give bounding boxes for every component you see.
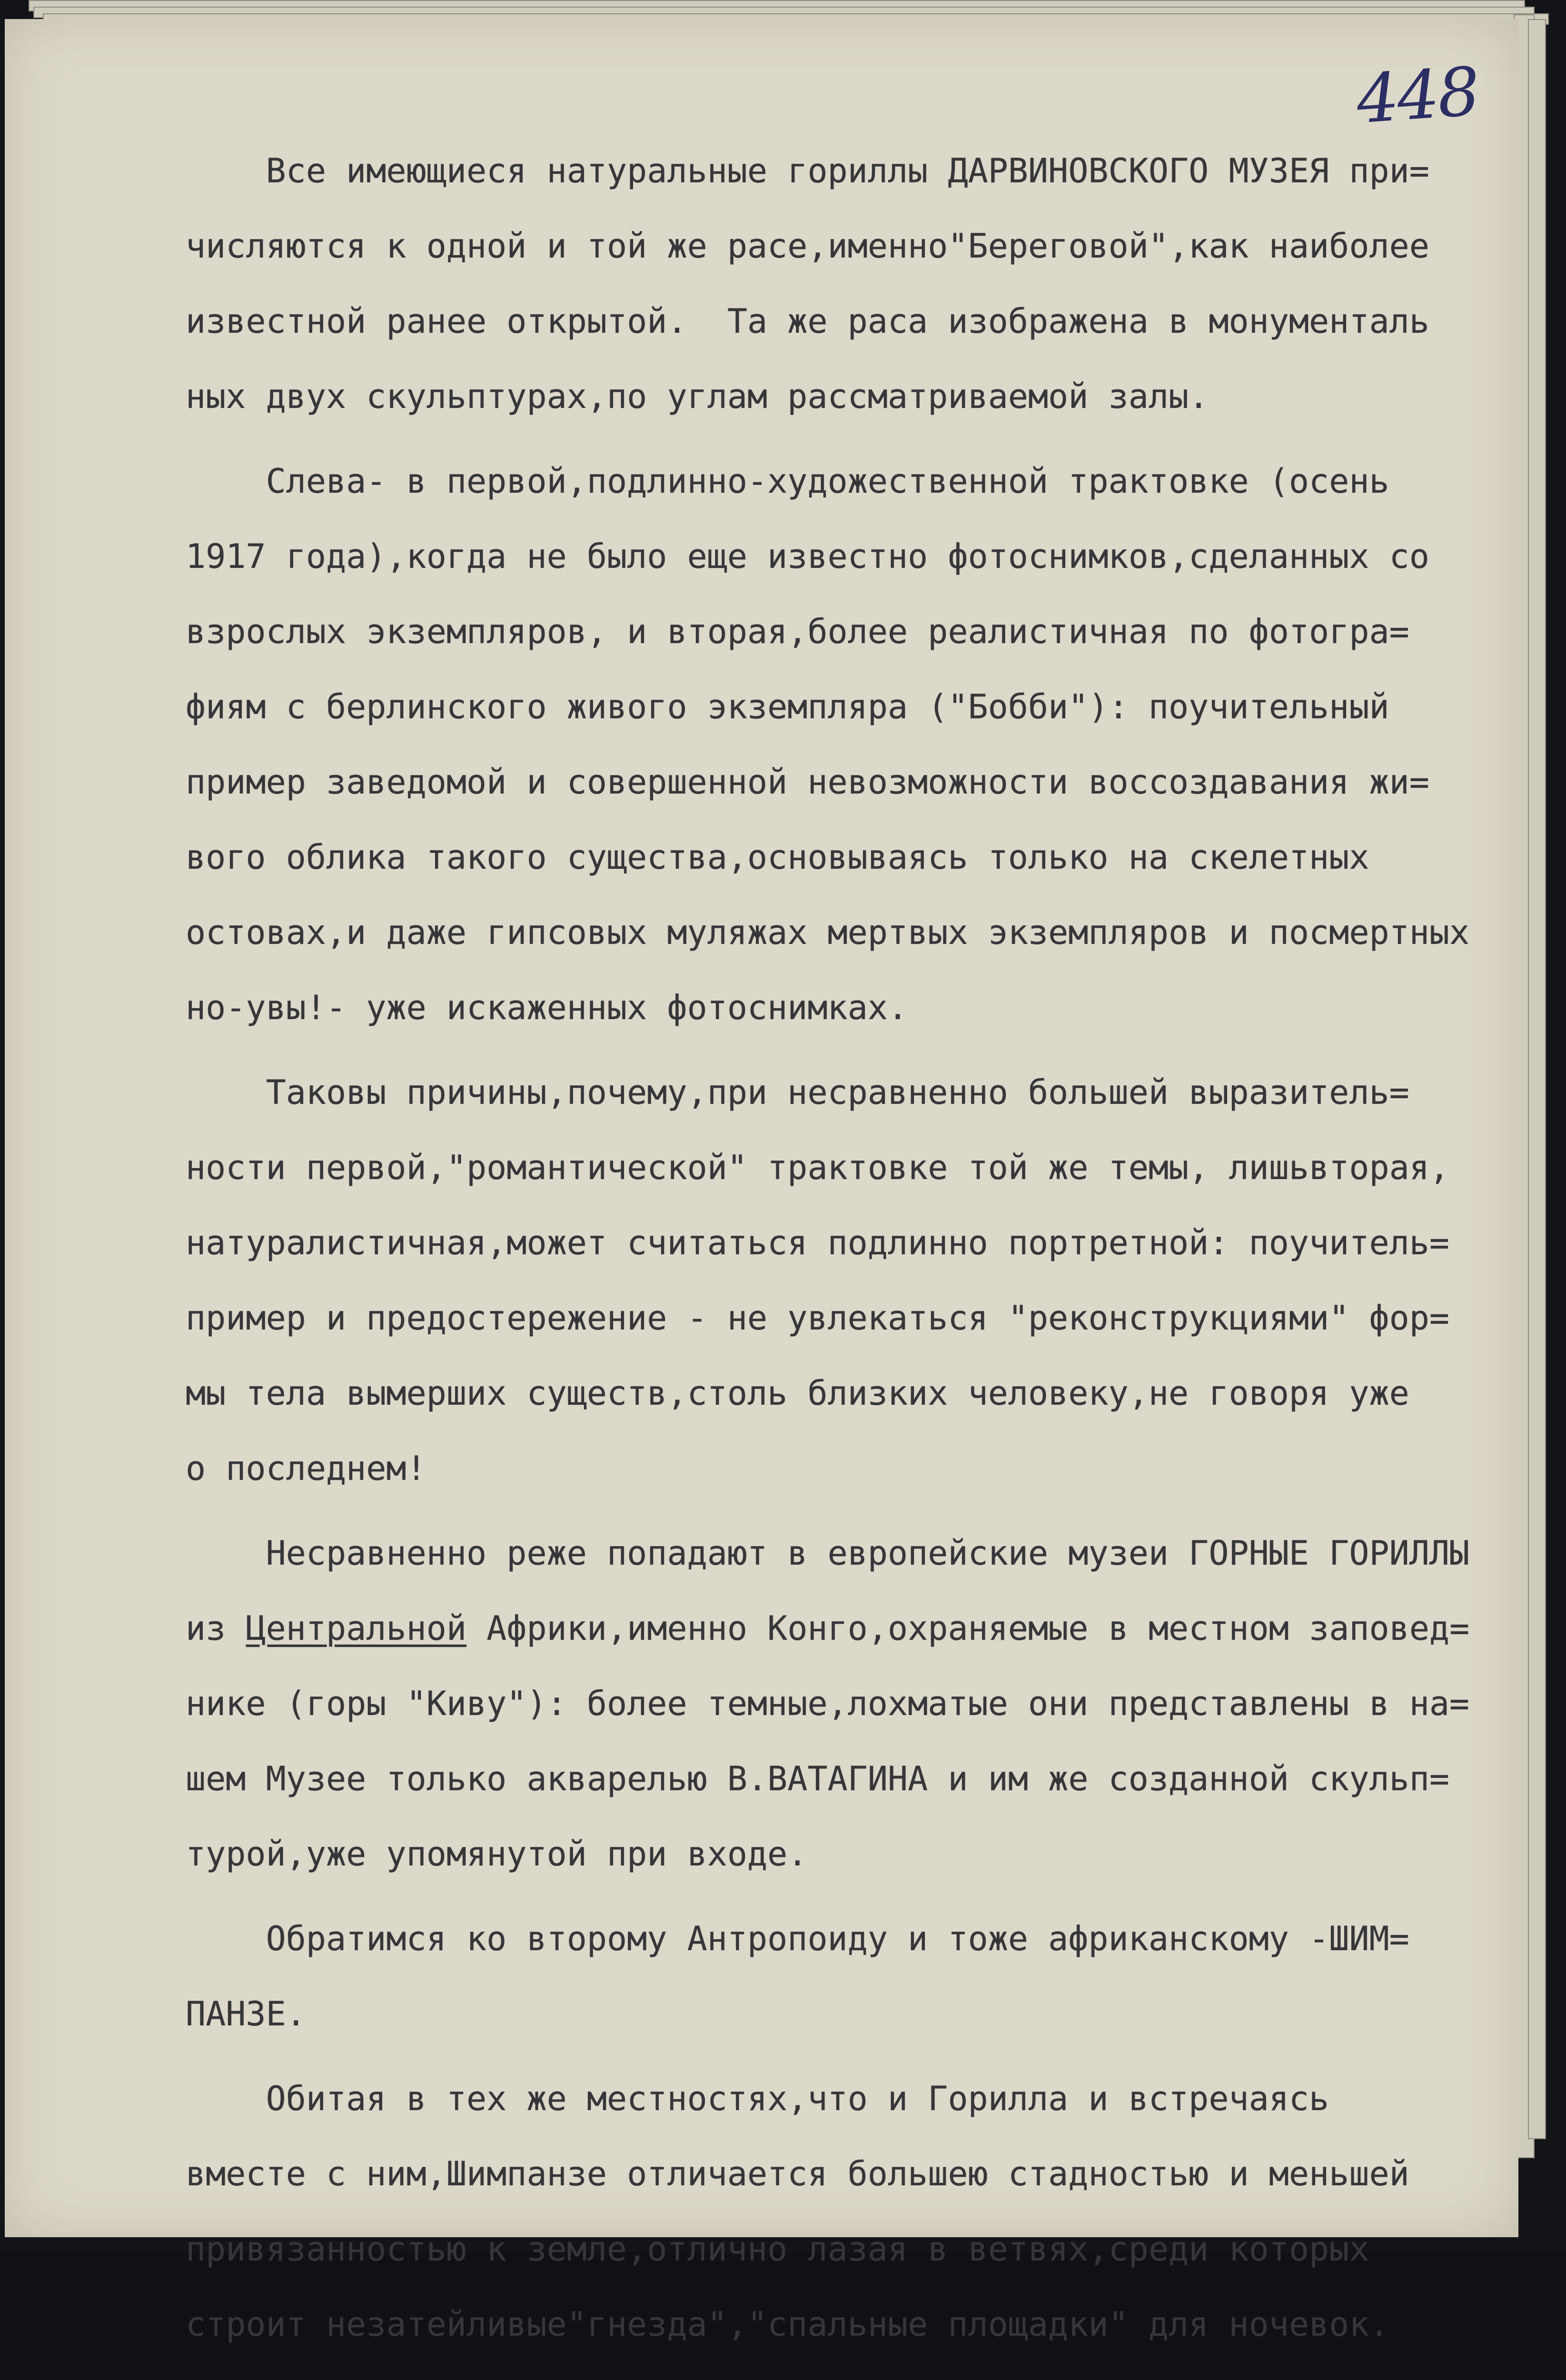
text-line: пример и предостережение - не увлекаться "реконструкциями" фор= — [186, 1299, 1450, 1338]
typewritten-page — [5, 19, 1518, 2344]
text-line: турой,уже упомянутой при входе. — [186, 1835, 808, 1874]
text-line-with-underline: из Центральной Африки,именно Конго,охраняемые в местном заповед= — [186, 1609, 1470, 1648]
text-line: вого облика такого существа,основываясь только на скелетных — [186, 838, 1369, 877]
text-line: Слева- в первой,подлинно-художественной трактовке (осень — [186, 462, 1389, 501]
text-line: шем Музее только акварелью В.ВАТАГИНА и им же созданной скульп= — [186, 1759, 1450, 1798]
text-line: нике (горы "Киву"): более темные,лохматые они представлены в на= — [186, 1684, 1470, 1723]
handwritten-page-number: 448 — [1354, 53, 1481, 139]
text-line: ПАНЗЕ. — [186, 1994, 306, 2033]
text-line: ности первой,"романтической" трактовке той же темы, лишьвторая, — [186, 1148, 1450, 1187]
text-line: Несравненно реже попадают в европейские музеи ГОРНЫЕ ГОРИЛЛЫ — [186, 1534, 1470, 1573]
text-line: 1917 года),когда не было еще известно фотоснимков,сделанных со — [186, 537, 1429, 576]
text-line: фиям с берлинского живого экземпляра ("Бобби"): поучительный — [186, 687, 1389, 726]
text-line: Обратимся ко второму Антропоиду и тоже африканскому -ШИМ= — [186, 1919, 1409, 1958]
text-line: но-увы!- уже искаженных фотоснимках. — [186, 988, 908, 1027]
text-line: Обитая в тех же местностях,что и Горилла и встречаясь — [186, 2079, 1329, 2118]
stacked-page-edge — [1528, 19, 1546, 2139]
text-line: Все имеющиеся натуральные гориллы ДАРВИНОВСКОГО МУЗЕЯ при= — [186, 151, 1429, 190]
typewritten-text — [186, 133, 1504, 2380]
text-line: пример заведомой и совершенной невозможности воссоздавания жи= — [186, 763, 1429, 802]
text-line: известной ранее открытой. Та же раса изображена в монументаль — [186, 302, 1429, 341]
text-line: мы тела вымерших существ,столь близких человеку,не говоря уже — [186, 1374, 1409, 1413]
text-line: остовах,и даже гипсовых муляжах мертвых экземпляров и посмертных — [186, 913, 1470, 952]
text-line: вместе с ним,Шимпанзе отличается большею стадностью и меньшей — [186, 2154, 1409, 2193]
underlined-word: Центральной — [246, 1609, 467, 1648]
text-line: взрослых экземпляров, и вторая,более реалистичная по фотогра= — [186, 612, 1409, 651]
text-line: о последнем! — [186, 1449, 426, 1488]
text-line: строит незатейливые"гнезда","спальные площадки" для ночевок. — [186, 2305, 1389, 2344]
text-line: числяются к одной и той же расе,именно"Береговой",как наиболее — [186, 227, 1429, 266]
text-line: Таковы причины,почему,при несравненно большей выразитель= — [186, 1073, 1409, 1112]
text-line: привязанностью к земле,отлично лазая в ветвях,среди которых — [186, 2230, 1369, 2269]
text-line: натуралистичная,может считаться подлинно портретной: поучитель= — [186, 1223, 1450, 1262]
text-line: ных двух скульптурах,по углам рассматриваемой залы. — [186, 377, 1209, 416]
text-line — [186, 2371, 1504, 2380]
